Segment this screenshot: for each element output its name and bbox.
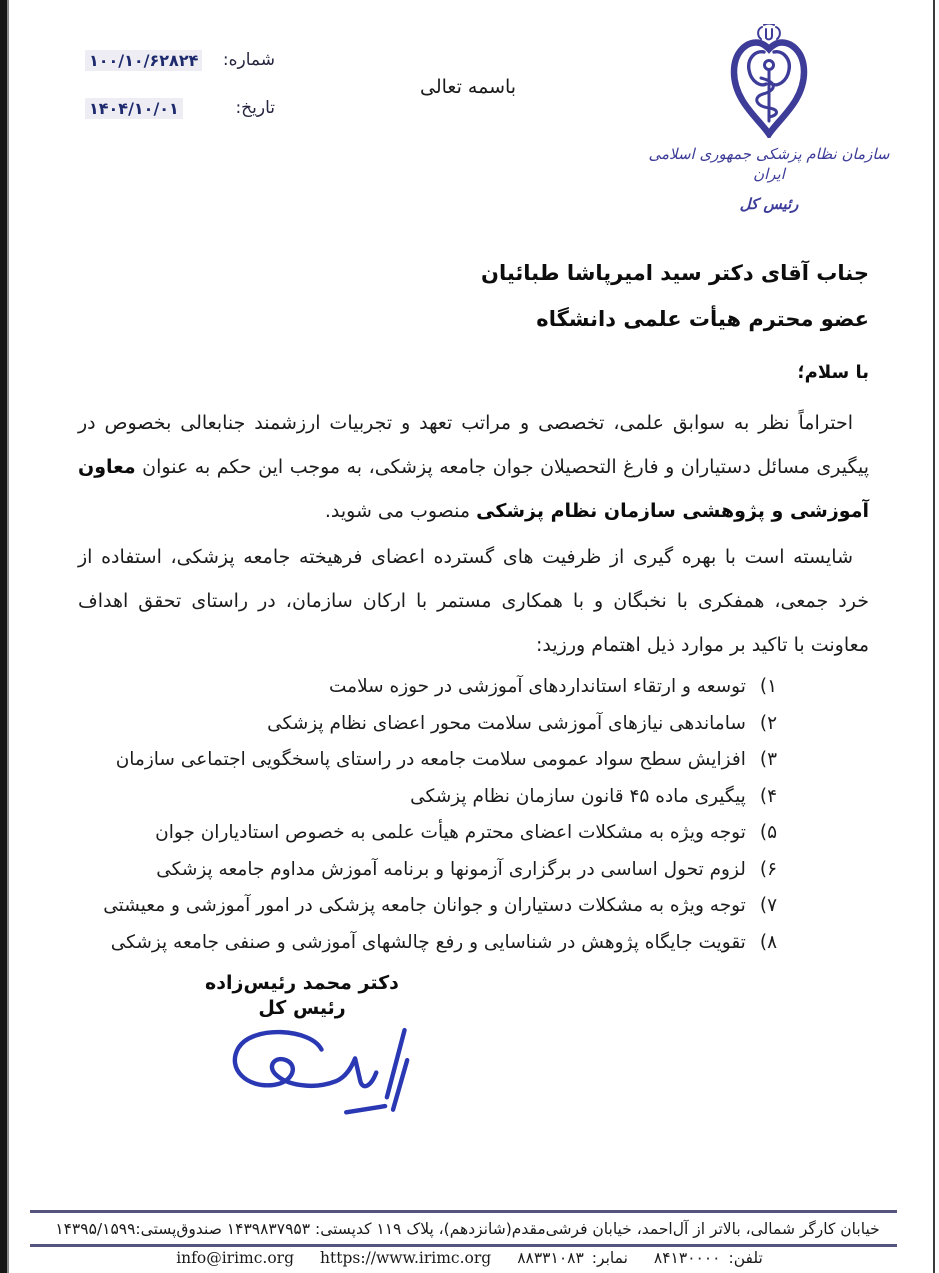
list-item-text: افزایش سطح سواد عمومی سلامت جامعه در راستای پاسخگویی اجتماعی سازمان (115, 749, 746, 770)
ref-number-value: ۱۰۰/۱۰/۶۲۸۲۴ (85, 50, 202, 71)
list-item-text: توسعه و ارتقاء استانداردهای آموزشی در حوزه سلامت (329, 676, 746, 697)
fax-value: ۸۸۳۳۱۰۸۳ (517, 1249, 584, 1267)
medical-council-emblem-icon (721, 24, 817, 138)
list-item-number: ۳) (759, 749, 777, 770)
letter-body (78, 258, 869, 1119)
org-name-calligraphy: سازمان نظام پزشکی جمهوری اسلامی ایران (648, 145, 890, 183)
ref-number-label: شماره: (222, 50, 275, 70)
phone-label: تلفن: (728, 1249, 763, 1267)
directive-paragraph: شایسته است با بهره گیری از ظرفیت های گسترده اعضای فرهیخته جامعه پزشکی، استفاده از خرد جمعی، همفکری با نخبگان و با همکاری مستمر با ارکان سازمان، در راستای تحقق اهداف معاونت با تاکید بر موارد ذیل اهتمام ورزید: (78, 546, 869, 656)
date-value: ۱۴۰۴/۱۰/۰۱ (85, 98, 183, 119)
appointment-title-bold: معاون آموزشی و پژوهشی سازمان نظام پزشکی (78, 456, 869, 522)
list-item-number: ۶) (759, 858, 777, 880)
list-item-text: ساماندهی نیازهای آموزشی سلامت محور اعضای نظام پزشکی (267, 712, 746, 734)
list-item-number: ۷) (759, 895, 777, 916)
list-item (78, 888, 777, 925)
list-item (78, 742, 777, 779)
footer-rule-bottom (30, 1244, 897, 1247)
scan-edge-left (0, 0, 7, 1273)
phone-pair (654, 1249, 763, 1267)
list-item-text: لزوم تحول اساسی در برگزاری آزمونها و برنامه آموزش مداوم جامعه پزشکی (156, 858, 746, 880)
list-item-number: ۸) (759, 931, 777, 953)
bismillah-text: باسمه تعالی (420, 76, 517, 98)
list-item-text: توجه ویژه به مشکلات دستیاران و جوانان جامعه پزشکی در امور آموزشی و معیشتی (103, 895, 746, 916)
footer-address: خیابان کارگر شمالی، بالاتر از آل‌احمد، خیابان فرشی‌مقدم(شانزدهم)، پلاک ۱۱۹ کدپستی: ۱۴۳۹۸۳۷۹۵۳ صندوق‌پستی:۱۴۳۹۵/۱۵۹۹ (55, 1220, 880, 1238)
fax-pair (517, 1249, 628, 1267)
handwritten-signature-icon (189, 1023, 454, 1115)
website-url: https://www.irimc.org (320, 1249, 492, 1267)
footer-contacts (0, 1249, 939, 1267)
appointment-paragraph-post: منصوب می شوید. (324, 500, 477, 522)
fax-label: نمابر: (591, 1249, 628, 1267)
list-item-text: توجه ویژه به مشکلات اعضای محترم هیأت علمی به خصوص استادیاران جوان (155, 822, 746, 843)
email-address: info@irimc.org (176, 1249, 295, 1267)
list-item-number: ۱) (759, 676, 777, 697)
list-item-number: ۲) (759, 712, 777, 734)
directive-list (78, 669, 869, 961)
appointment-paragraph-pre: احتراماً نظر به سوابق علمی، تخصصی و مراتب تعهد و تجربیات ارزشمند جنابعالی بخصوص در پیگیری مسائل دستیاران و فارغ التحصیلان جوان جامعه پزشکی، به موجب این حکم به عنوان (78, 412, 869, 478)
addressee-name: جناب آقای دکتر سید امیرپاشا طبائیان (481, 261, 869, 285)
org-logo (633, 24, 905, 213)
addressee-title: عضو محترم هیأت علمی دانشگاه (536, 307, 869, 331)
signer-title: رئیس کل (258, 997, 346, 1019)
list-item-text: پیگیری ماده ۴۵ قانون سازمان نظام پزشکی (410, 785, 746, 807)
list-item (78, 925, 777, 962)
list-item (78, 706, 777, 743)
list-item (78, 815, 777, 852)
list-item-text: تقویت جایگاه پژوهش در شناسایی و رفع چالشهای آموزشی و صنفی جامعه پزشکی (110, 931, 746, 953)
date-row (85, 94, 275, 122)
list-item (78, 669, 777, 706)
phone-value: ۸۴۱۳۰۰۰۰ (653, 1249, 721, 1267)
list-item (78, 852, 777, 889)
salutation: با سلام؛ (797, 362, 869, 383)
footer-rule-top (30, 1210, 897, 1213)
signature-block (187, 971, 417, 1021)
ref-number-row (85, 46, 275, 74)
list-item (78, 779, 777, 816)
list-item-number: ۴) (759, 785, 777, 807)
scan-edge-left-shadow (7, 0, 9, 1273)
appointment-paragraph (78, 401, 869, 533)
reference-block (85, 46, 275, 142)
date-label: تاریخ: (235, 98, 275, 118)
list-item-number: ۵) (759, 822, 777, 843)
scan-edge-right (933, 0, 935, 1273)
org-role-label: رئیس کل (739, 195, 799, 213)
signer-name: دکتر محمد رئیس‌زاده (205, 972, 399, 994)
